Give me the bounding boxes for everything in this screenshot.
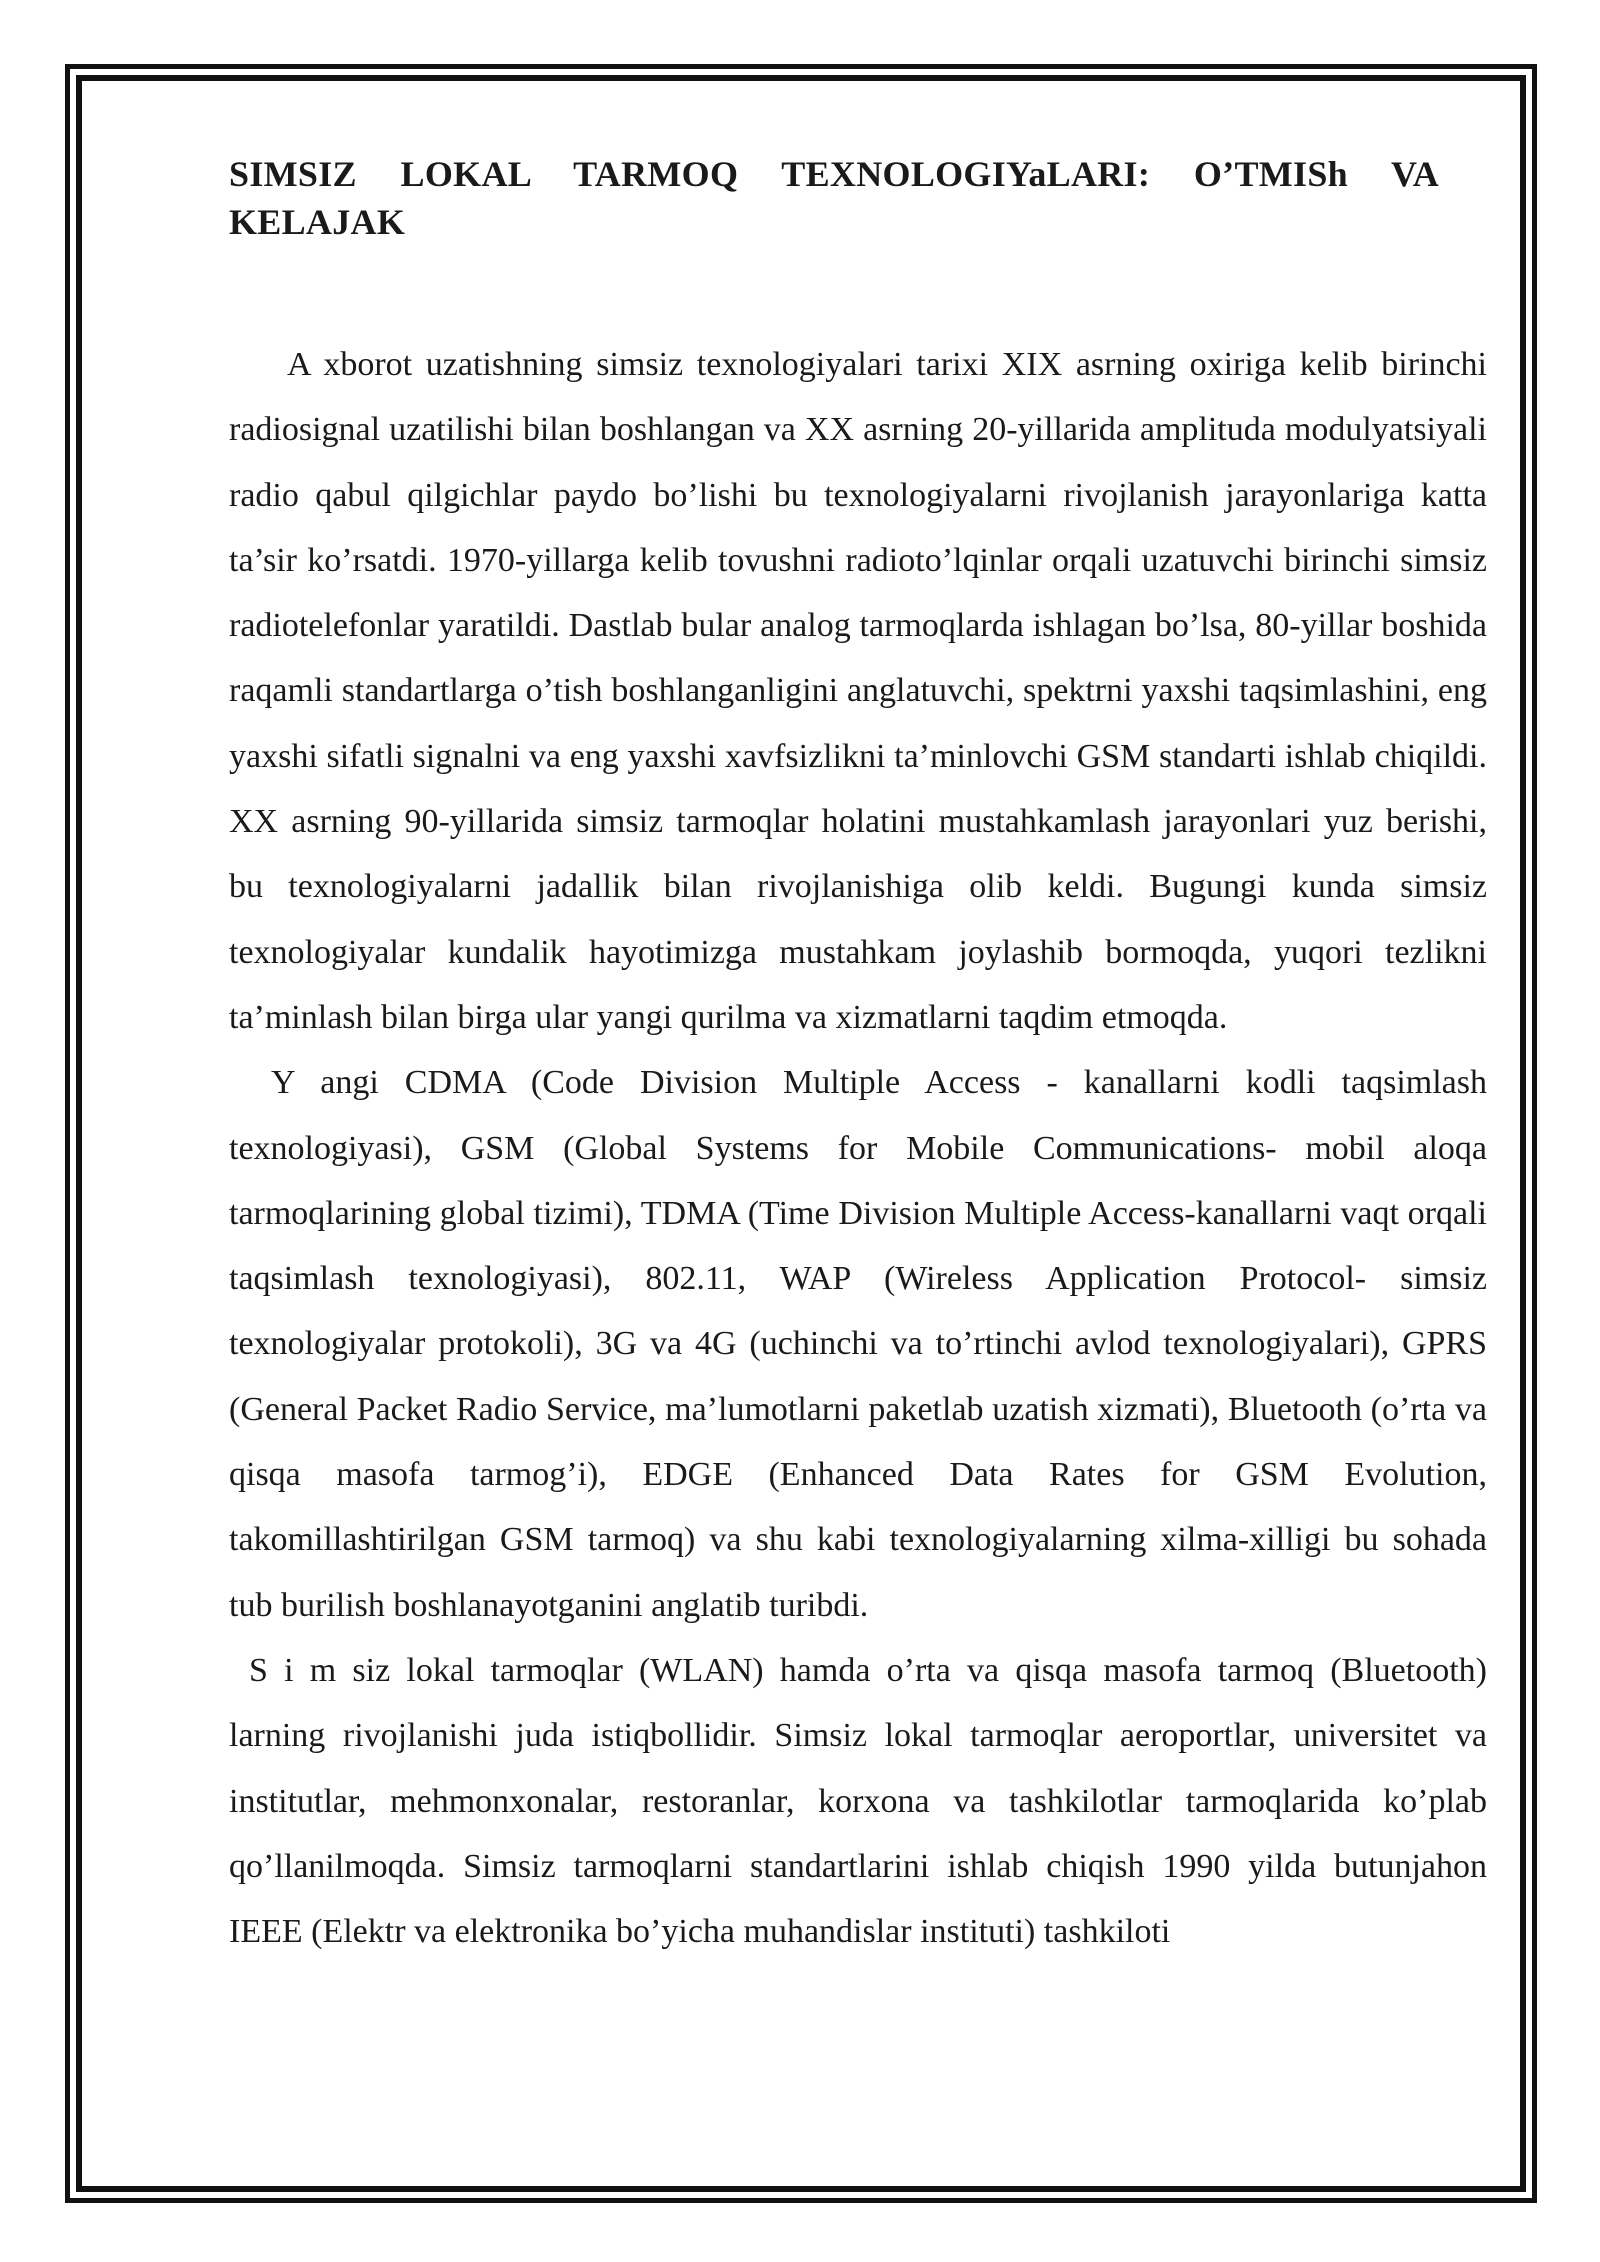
paragraph-wlan: S i m siz lokal tarmoqlar (WLAN) hamda o’rta va qisqa masofa tarmoq (Bluetooth) larning rivojlanishi juda istiqbollidir. Simsiz lokal tarmoqlar aeroportlar, universitet va institutlar, mehmonxonalar, restoranlar, korxona va tashkilotlar tarmoqlarida ko’plab qo’llanilmoqda. Simsiz tarmoqlarni standartlarini ishlab chiqish 1990 yilda butunjahon IEEE (Elektr va elektronika bo’yicha muhandislar instituti) tashkiloti (229, 1651, 1487, 1951)
paragraph-technologies: Y angi CDMA (Code Division Multiple Access - kanallarni kodli taqsimlash texnologiyasi), GSM (Global Systems for Mobile Communications- mobil aloqa tarmoqlarining global tizimi), TDMA (Time Division Multiple Access-kanallarni vaqt orqali taqsimlash texnologiyasi), 802.11, WAP (Wireless Application Protocol- simsiz texnologiyalar protokoli), 3G va 4G (uchinchi va to’rtinchi avlod texnologiyalari), GPRS (General Packet Radio Service, ma’lumotlarni paketlab uzatish xizmati), Bluetooth (o’rta va qisqa masofa tarmog’i), EDGE (Enhanced Data Rates for GSM Evolution, takomillashtirilgan GSM tarmoq) va shu kabi texnologiyalarning xilma-xilligi bu sohada tub burilish boshlanayotganini anglatib turibdi. (229, 1064, 1487, 1624)
paragraph-history: A xborot uzatishning simsiz texnologiyalari tarixi XIX asrning oxiriga kelib birinchi radiosignal uzatilishi bilan boshlangan va XX asrning 20-yillarida amplituda modulyatsiyali radio qabul qilgichlar paydo bo’lishi bu texnologiyalarni rivojlanish jarayonlariga katta ta’sir ko’rsatdi. 1970-yillarga kelib tovushni radioto’lqinlar orqali uzatuvchi birinchi simsiz radiotelefonlar yaratildi. Dastlab bular analog tarmoqlarda ishlagan bo’lsa, 80-yillar boshida raqamli standartlarga o’tish boshlanganligini anglatuvchi, spektrni yaxshi taqsimlashini, eng yaxshi sifatli signalni va eng yaxshi xavfsizlikni ta’minlovchi GSM standarti ishlab chiqildi. XX asrning 90-yillarida simsiz tarmoqlar holatini mustahkamlash jarayonlari yuz berishi, bu texnologiyalarni jadallik bilan rivojlanishiga olib keldi. Bugungi kunda simsiz texnologiyalar kundalik hayotimizga mustahkam joylashib bormoqda, yuqori tezlikni ta’minlash bilan birga ular yangi qurilma va xizmatlarni taqdim etmoqda. (229, 346, 1487, 1036)
page-content (229, 150, 1487, 1964)
document-title: SIMSIZ LOKAL TARMOQ TEXNOLOGIYaLARI: O’TMISh VA KELAJAK (229, 154, 1439, 242)
document-body (229, 332, 1487, 1964)
